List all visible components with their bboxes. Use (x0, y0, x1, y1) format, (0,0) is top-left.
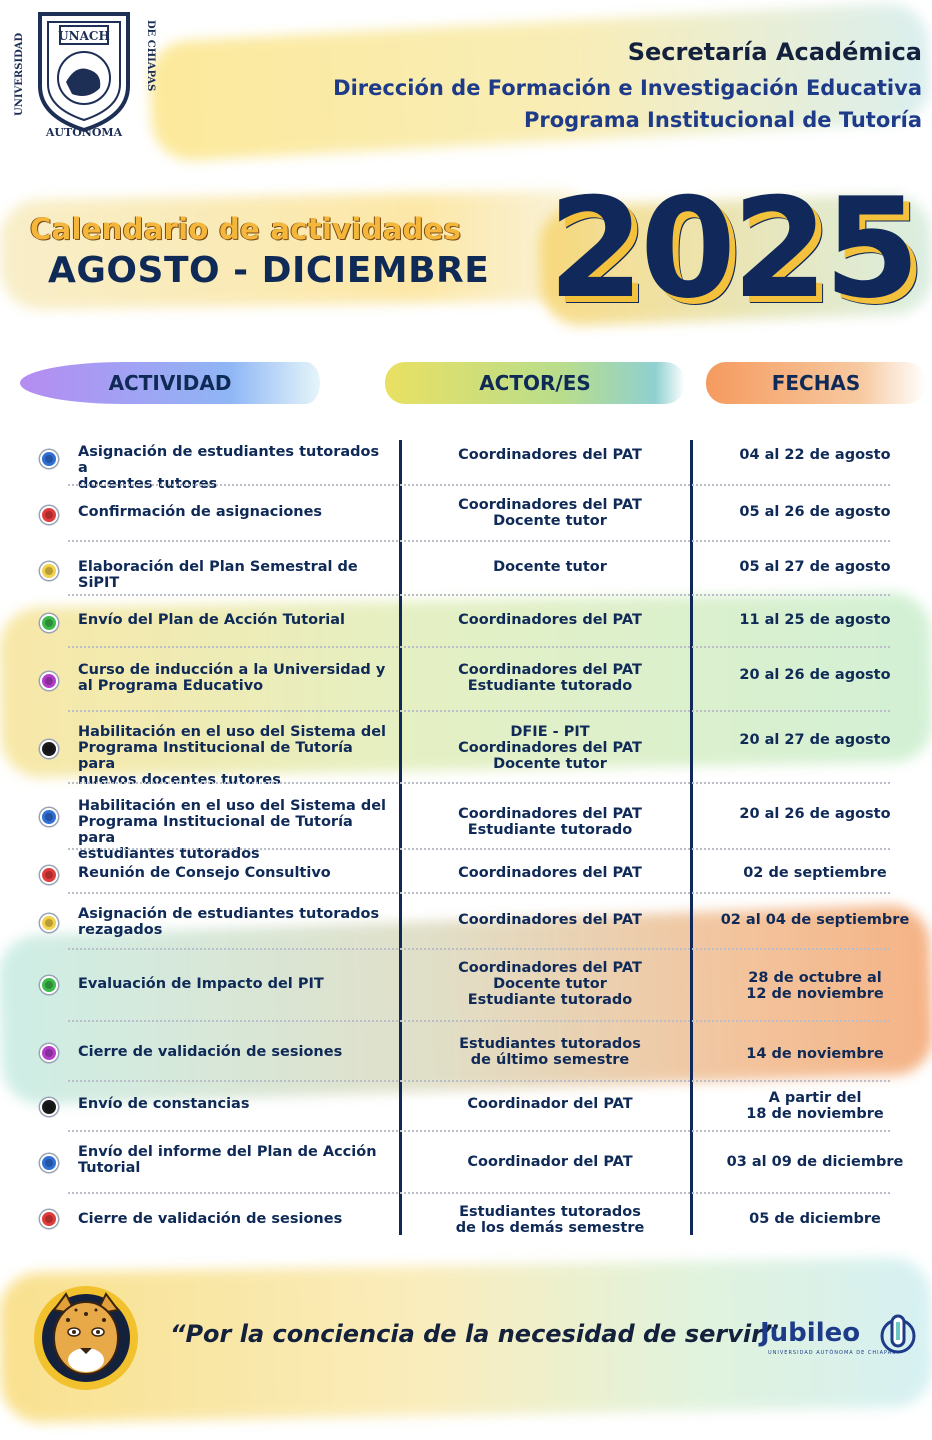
actor-cell (425, 559, 675, 575)
actor-cell-line: DFIE - PIT (510, 724, 590, 740)
blue-bullet-icon (40, 808, 58, 826)
activity-cell-line: Cierre de validación de sesiones (78, 1211, 343, 1227)
date-cell (710, 865, 920, 881)
green-bullet-icon (40, 614, 58, 632)
column-header-dates: FECHAS (706, 362, 926, 404)
activity-cell-line: Envío del informe del Plan de Acción (78, 1144, 377, 1160)
actor-cell-line: Docente tutor (493, 756, 607, 772)
activity-cell-line: Tutorial (78, 1160, 141, 1176)
activity-cell (78, 612, 388, 628)
activity-cell-line: Evaluación de Impacto del PIT (78, 976, 324, 992)
table-row (30, 950, 910, 1022)
activity-cell-line: Reunión de Consejo Consultivo (78, 865, 331, 881)
actor-cell (425, 806, 675, 838)
yellow-bullet-icon (40, 914, 58, 932)
activity-cell-line: Envío de constancias (78, 1096, 250, 1112)
table-row (30, 542, 910, 596)
logo-univ-right: DE CHIAPAS (145, 20, 156, 92)
actor-cell-line: Docente tutor (493, 559, 607, 575)
date-cell-line: 28 de octubre al (748, 970, 882, 986)
date-cell-line: 05 de diciembre (749, 1211, 881, 1227)
actor-cell (425, 497, 675, 529)
activity-cell (78, 1144, 388, 1176)
table-row (30, 486, 910, 542)
table-row (30, 1132, 910, 1194)
actor-cell-line: Coordinadores del PAT (458, 497, 642, 513)
date-cell-line: A partir del (768, 1090, 862, 1106)
activity-cell-line: Programa Institucional de Tutoría para (78, 740, 353, 772)
logo-univ-left: UNIVERSIDAD (14, 32, 25, 116)
yellow-bullet-icon (40, 562, 58, 580)
actor-cell-line: Coordinadores del PAT (458, 865, 642, 881)
black-bullet-icon (40, 1098, 58, 1116)
date-cell (710, 1211, 920, 1227)
actor-cell (425, 1096, 675, 1112)
activity-cell-line: estudiantes tutorados (78, 846, 260, 862)
date-cell-line: 18 de noviembre (746, 1106, 884, 1122)
actor-cell (425, 1204, 675, 1236)
date-cell-line: 14 de noviembre (746, 1046, 884, 1062)
purple-bullet-icon (40, 672, 58, 690)
date-cell (710, 912, 920, 928)
date-cell (710, 1154, 920, 1170)
period-title: AGOSTO - DICIEMBRE (48, 250, 490, 291)
table-row (30, 712, 910, 788)
activity-cell-line: Programa Institucional de Tutoría para (78, 814, 353, 846)
actor-cell (425, 912, 675, 928)
activity-cell-line: docentes tutores (78, 476, 218, 492)
column-header-actor: ACTOR/ES (385, 362, 685, 404)
date-cell-line: 11 al 25 de agosto (739, 612, 891, 628)
date-cell (710, 1046, 920, 1062)
activity-cell (78, 504, 388, 520)
actor-cell-line: Estudiante tutorado (467, 992, 633, 1008)
purple-bullet-icon (40, 1044, 58, 1062)
actor-cell-line: de último semestre (470, 1052, 630, 1068)
date-cell (710, 667, 920, 683)
actor-cell-line: Coordinador del PAT (467, 1096, 633, 1112)
jubileo-brand: Jubileo (760, 1318, 861, 1348)
activity-cell (78, 865, 388, 881)
table-row (30, 784, 910, 862)
date-cell (710, 1090, 920, 1122)
date-cell (710, 732, 920, 748)
activity-cell (78, 724, 388, 788)
activity-cell (78, 906, 388, 938)
date-cell-line: 20 al 26 de agosto (739, 806, 891, 822)
date-cell (710, 447, 920, 463)
activity-cell-line: Asignación de estudiantes tutorados (78, 906, 380, 922)
date-cell-line: 02 al 04 de septiembre (720, 912, 910, 928)
activity-cell (78, 662, 388, 694)
activity-cell-line: Elaboración del Plan Semestral de SiPIT (78, 559, 358, 591)
header-line-1: Secretaría Académica (627, 38, 922, 66)
footer-motto: “Por la conciencia de la necesidad de servir” (170, 1320, 779, 1348)
activity-cell (78, 1096, 388, 1112)
black-bullet-icon (40, 740, 58, 758)
date-cell-line: 05 al 26 de agosto (739, 504, 891, 520)
activity-cell-line: Confirmación de asignaciones (78, 504, 323, 520)
actor-cell-line: Docente tutor (493, 513, 607, 529)
actor-cell (425, 612, 675, 628)
red-bullet-icon (40, 506, 58, 524)
date-cell (710, 806, 920, 822)
actor-cell (425, 662, 675, 694)
activity-cell-line: Envío del Plan de Acción Tutorial (78, 612, 346, 628)
actor-cell-line: de los demás semestre (455, 1220, 645, 1236)
actor-cell (425, 865, 675, 881)
actor-cell-line: Estudiantes tutorados (459, 1204, 641, 1220)
actor-cell-line: Coordinadores del PAT (458, 612, 642, 628)
date-cell-line: 03 al 09 de diciembre (726, 1154, 904, 1170)
column-header-activity: ACTIVIDAD (20, 362, 320, 404)
date-cell (710, 504, 920, 520)
blue-bullet-icon (40, 450, 58, 468)
activity-cell-line: nuevos docentes tutores (78, 772, 281, 788)
actor-cell (425, 960, 675, 1008)
date-cell-line: 05 al 27 de agosto (739, 559, 891, 575)
activity-cell (78, 1044, 388, 1060)
date-cell (710, 970, 920, 1002)
actor-cell-line: Coordinadores del PAT (458, 662, 642, 678)
actor-cell-line: Estudiante tutorado (467, 678, 633, 694)
actor-cell (425, 447, 675, 463)
activity-cell-line: Habilitación en el uso del Sistema del (78, 724, 387, 740)
actor-cell-line: Coordinadores del PAT (458, 912, 642, 928)
actor-cell-line: Coordinadores del PAT (458, 740, 642, 756)
date-cell-line: 12 de noviembre (746, 986, 884, 1002)
date-cell-line: 04 al 22 de agosto (739, 447, 891, 463)
activity-cell (78, 1211, 388, 1227)
actor-cell-line: Coordinadores del PAT (458, 447, 642, 463)
activity-cell (78, 559, 388, 591)
jaguar-mascot-icon (30, 1280, 142, 1392)
logo-bottom: AUTONOMA (45, 126, 123, 138)
activity-cell-line: Habilitación en el uso del Sistema del (78, 798, 387, 814)
actor-cell (425, 1154, 675, 1170)
activity-cell-line: Cierre de validación de sesiones (78, 1044, 343, 1060)
actor-cell-line: Coordinadores del PAT (458, 960, 642, 976)
calendar-title: Calendario de actividades (30, 212, 462, 246)
date-cell (710, 612, 920, 628)
table-row (30, 596, 910, 648)
date-cell-line: 02 de septiembre (743, 865, 887, 881)
table-row (30, 850, 910, 894)
actor-cell-line: Coordinadores del PAT (458, 806, 642, 822)
blue-bullet-icon (40, 1154, 58, 1172)
jubileo-logo-icon (878, 1312, 918, 1356)
green-bullet-icon (40, 976, 58, 994)
table-row (30, 438, 910, 492)
date-cell (710, 559, 920, 575)
jubileo-brand-sub: UNIVERSIDAD AUTÓNOMA DE CHIAPAS (768, 1350, 897, 1356)
red-bullet-icon (40, 866, 58, 884)
actor-cell-line: Docente tutor (493, 976, 607, 992)
actor-cell (425, 724, 675, 772)
table-row (30, 894, 910, 950)
table-row (30, 1194, 910, 1242)
activity-cell (78, 976, 388, 992)
activity-cell-line: al Programa Educativo (78, 678, 264, 694)
actor-cell-line: Coordinador del PAT (467, 1154, 633, 1170)
table-row (30, 1082, 910, 1132)
header-line-2: Dirección de Formación e Investigación Educativa (333, 76, 922, 100)
actor-cell-line: Estudiante tutorado (467, 822, 633, 838)
actor-cell (425, 1036, 675, 1068)
date-cell-line: 20 al 27 de agosto (739, 732, 891, 748)
activity-cell-line: Curso de inducción a la Universidad y (78, 662, 386, 678)
activity-cell-line: rezagados (78, 922, 163, 938)
year-title: 2025 (548, 168, 917, 329)
header-line-3: Programa Institucional de Tutoría (523, 108, 922, 132)
date-cell-line: 20 al 26 de agosto (739, 667, 891, 683)
unach-seal-icon (10, 8, 158, 138)
red-bullet-icon (40, 1210, 58, 1228)
logo-abbr: UNACH (58, 29, 110, 43)
table-row (30, 1022, 910, 1082)
actor-cell-line: Estudiantes tutorados (459, 1036, 641, 1052)
activity-cell-line: Asignación de estudiantes tutorados a (78, 444, 380, 476)
table-row (30, 648, 910, 712)
